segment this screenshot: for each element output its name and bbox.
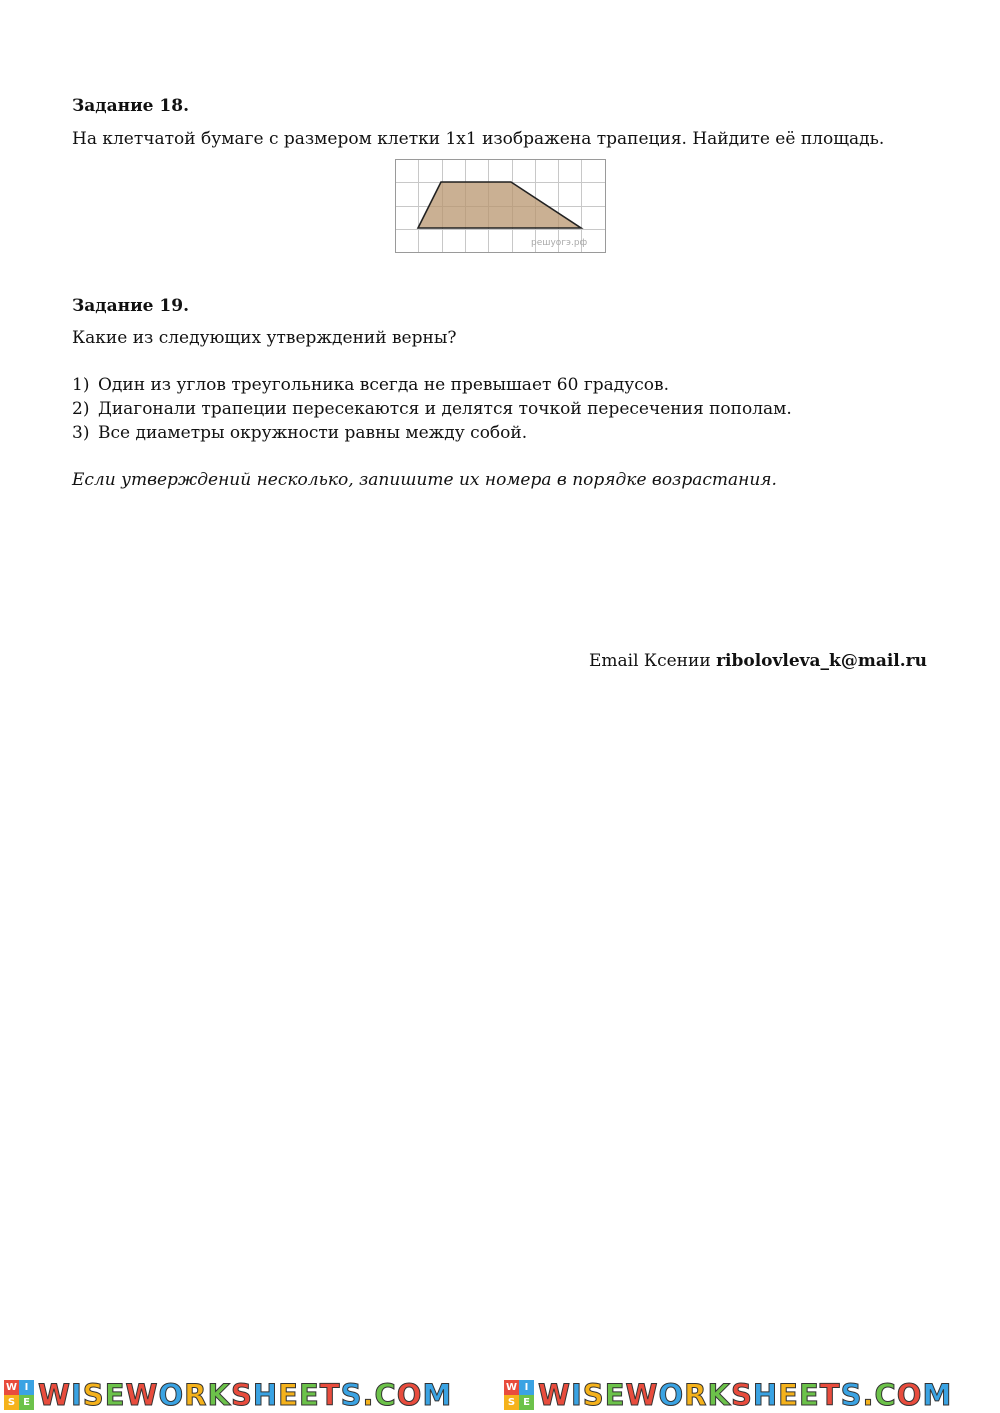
logo-letter-w: W (5, 1382, 18, 1393)
statement-1 (72, 375, 669, 395)
brand-text: WISEWORKSHEETS.COM (38, 1378, 453, 1412)
task-19-instruction: Если утверждений несколько, запишите их номера в порядке возрастания. (72, 470, 777, 490)
brand-logo-icon (504, 1380, 534, 1410)
contact-email[interactable]: ribolovleva_k@mail.ru (716, 651, 927, 671)
task-19-title: Задание 19. (72, 296, 189, 316)
statement-3-number: 3) (72, 423, 90, 443)
statement-2-number: 2) (72, 399, 90, 419)
contact-line (589, 651, 927, 671)
footer-brand-1[interactable] (4, 1380, 452, 1410)
statement-1-text: Один из углов треугольника всегда не превышает 60 градусов. (98, 375, 669, 395)
statement-1-number: 1) (72, 375, 90, 395)
logo-letter-s: S (504, 1395, 519, 1410)
task-18-title: Задание 18. (72, 96, 189, 116)
statement-3-text: Все диаметры окружности равны между собой. (98, 423, 528, 443)
contact-label: Email Ксении (588, 651, 711, 671)
trapezoid-figure (395, 159, 606, 253)
statement-2-text: Диагонали трапеции пересекаются и делятся точкой пересечения пополам. (98, 399, 792, 419)
brand-text: WISEWORKSHEETS.COM (538, 1378, 953, 1412)
logo-letter-e: E (19, 1395, 34, 1410)
logo-letter-s: S (4, 1395, 19, 1410)
brand-logo-icon (4, 1380, 34, 1410)
task-19-question: Какие из следующих утверждений верны? (72, 328, 457, 348)
logo-letter-w: W (505, 1382, 518, 1393)
logo-letter-e: E (519, 1395, 534, 1410)
statement-3 (72, 423, 527, 443)
logo-letter-i: I (519, 1380, 534, 1395)
logo-letter-i: I (19, 1380, 34, 1395)
figure-watermark: решуогэ.рф (531, 238, 588, 248)
statement-2 (72, 399, 792, 419)
footer-brand-2[interactable] (504, 1380, 952, 1410)
task-18-text: На клетчатой бумаге с размером клетки 1x1 изображена трапеция. Найдите её площадь. (72, 129, 885, 149)
footer-banner (0, 1376, 1000, 1413)
